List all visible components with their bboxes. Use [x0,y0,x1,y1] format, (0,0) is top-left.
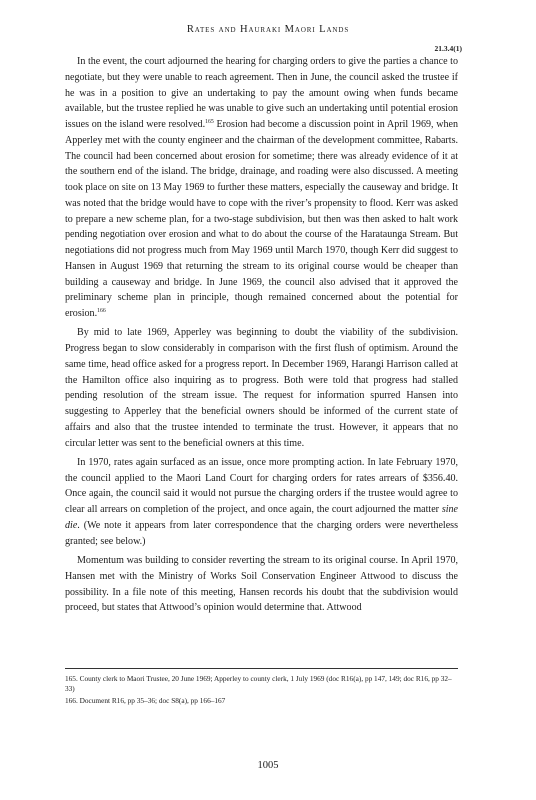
body-paragraph [65,553,458,616]
running-head: Rates and Hauraki Maori Lands [186,24,350,35]
footnote-marker: 166 [97,308,106,314]
footnote-entry: 165. County clerk to Maori Trustee, 20 June 1969; Apperley to county clerk, 1 July 1969 (doc R16(a), pp 147, 149; doc R16, pp 32–33) [65,674,452,694]
section-reference: 21.3.4(1) [434,44,462,53]
paragraph-text: By mid to late 1969, Apperley was beginning to doubt the viability of the subdivision. Progress began to slow considerably in comparison with the first flush of optimism. Around the same time, head office asked for a progress report. In December 1969, Harangi Harrison called at the Hamilton office also inquiring as to progress. Both were told that progress had stalled pending resolution of the stream issue. The request for information spurred Hansen into suggesting to Apperley that the beneficial owners should be informed of the current state of affairs and also that the trustee intended to terminate the trust. However, it appears that no circular letter was sent to the beneficial owners at this time. [65,327,458,449]
body-text [65,54,458,620]
footnote-marker: 165 [205,119,214,125]
body-paragraph [65,325,458,451]
footnote-entry: 166. Document R16, pp 35–36; doc S8(a), pp 166–167 [65,695,226,705]
paragraph-text: . (We note it appears from later correspondence that the charging orders were nevertheless granted; see below.) [65,519,458,547]
paragraph-text: Erosion had become a discussion point in April 1969, when Apperley met with the county engineer and the chairman of the development committee, Rabarts. The council had been concerned about erosion for sometime; there was already evidence of it at the southern end of the island. The bridge, drainage, and roading were also discussed. A meeting took place on site on 13 May 1969 to further these matters, especially the causeway and bridge. It was noted that the bridge would have to cope with the river’s propensity to flood. Kerr was asked to prepare a new scheme plan, for a two-stage subdivision, but then was then asked to halt work pending negotiation over erosion and what to do about the course of the Harataunga Stream. But negotiations did not progress much from May 1969 until March 1970, though Kerr did suggest to Hansen in August 1969 that returning the stream to its original course would be cheaper than building a causeway and bridge. In June 1969, the council also advised that it approved the preliminary scheme plan in principle, though remained concerned about the potential for erosion. [65,119,458,319]
page-number: 1005 [257,760,279,771]
footnotes [65,674,458,707]
paragraph-text: Momentum was building to consider reverting the stream to its original course. In April 1970, Hansen met with the Ministry of Works Soil Conservation Engineer Attwood to discuss the possibility. In a file note of this meeting, Hansen records his doubt that the subdivision would proceed, but states that Attwood’s opinion would determine that. Attwood [65,555,458,614]
paragraph-text: In the event, the court adjourned the hearing for charging orders to give the parties a chance to negotiate, but they were unable to reach agreement. Then in June, the council asked the trustee if he was in a position to give an undertaking to pay the amount owing when funds became available, but the trustee replied he was unable to give such an undertaking until potential erosion issues on the island were resolved. [65,56,458,130]
paragraph-text: In 1970, rates again surfaced as an issue, once more prompting action. In late February 1970, the council applied to the Maori Land Court for charging orders for rates arrears of $356.40. Once again, the council said it would not pursue the charging orders if the trustee would agree to clear all arrears on completion of the project, and once again, the court adjourned the matter [65,456,458,516]
footnote-divider [65,668,458,669]
body-paragraph [65,54,458,322]
italic-term: sine die [65,504,458,531]
body-paragraph [65,455,458,550]
